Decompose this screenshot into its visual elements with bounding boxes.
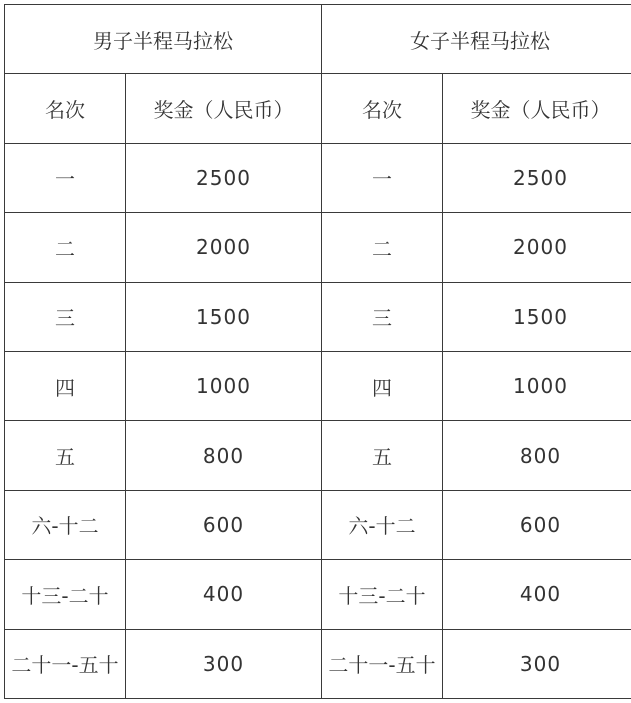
group-header-row <box>5 5 631 74</box>
prize-cell-women: 2000 <box>443 213 631 282</box>
prize-cell-men: 400 <box>126 560 322 629</box>
rank-cell-women: 四 <box>322 351 443 420</box>
rank-cell-men: 一 <box>5 143 126 212</box>
rank-cell-women: 十三-二十 <box>322 560 443 629</box>
column-header-prize: 奖金（人民币） <box>126 74 322 143</box>
prize-cell-women: 2500 <box>443 143 631 212</box>
rank-cell-women: 二十一-五十 <box>322 629 443 698</box>
prize-cell-men: 2000 <box>126 213 322 282</box>
prize-cell-women: 800 <box>443 421 631 490</box>
table-row <box>5 351 631 420</box>
prize-cell-women: 1000 <box>443 351 631 420</box>
table-row <box>5 421 631 490</box>
rank-cell-women: 六-十二 <box>322 490 443 559</box>
rank-cell-men: 六-十二 <box>5 490 126 559</box>
prize-cell-men: 2500 <box>126 143 322 212</box>
group-title-women: 女子半程马拉松 <box>322 5 631 74</box>
prize-cell-women: 600 <box>443 490 631 559</box>
prize-cell-women: 300 <box>443 629 631 698</box>
table-row <box>5 143 631 212</box>
rank-cell-women: 二 <box>322 213 443 282</box>
rank-cell-women: 三 <box>322 282 443 351</box>
column-header-row <box>5 74 631 143</box>
prize-cell-men: 1500 <box>126 282 322 351</box>
prize-cell-women: 400 <box>443 560 631 629</box>
prize-cell-men: 1000 <box>126 351 322 420</box>
group-title-men: 男子半程马拉松 <box>5 5 322 74</box>
rank-cell-men: 四 <box>5 351 126 420</box>
table-row <box>5 213 631 282</box>
rank-cell-men: 二 <box>5 213 126 282</box>
prize-cell-men: 300 <box>126 629 322 698</box>
prize-cell-men: 800 <box>126 421 322 490</box>
rank-cell-women: 一 <box>322 143 443 212</box>
rank-cell-women: 五 <box>322 421 443 490</box>
rank-cell-men: 三 <box>5 282 126 351</box>
table-row <box>5 490 631 559</box>
prize-table <box>4 4 631 699</box>
column-header-prize: 奖金（人民币） <box>443 74 631 143</box>
table-row <box>5 629 631 698</box>
column-header-rank: 名次 <box>322 74 443 143</box>
table-row <box>5 282 631 351</box>
rank-cell-men: 二十一-五十 <box>5 629 126 698</box>
column-header-rank: 名次 <box>5 74 126 143</box>
table-row <box>5 560 631 629</box>
rank-cell-men: 五 <box>5 421 126 490</box>
prize-cell-women: 1500 <box>443 282 631 351</box>
rank-cell-men: 十三-二十 <box>5 560 126 629</box>
prize-cell-men: 600 <box>126 490 322 559</box>
